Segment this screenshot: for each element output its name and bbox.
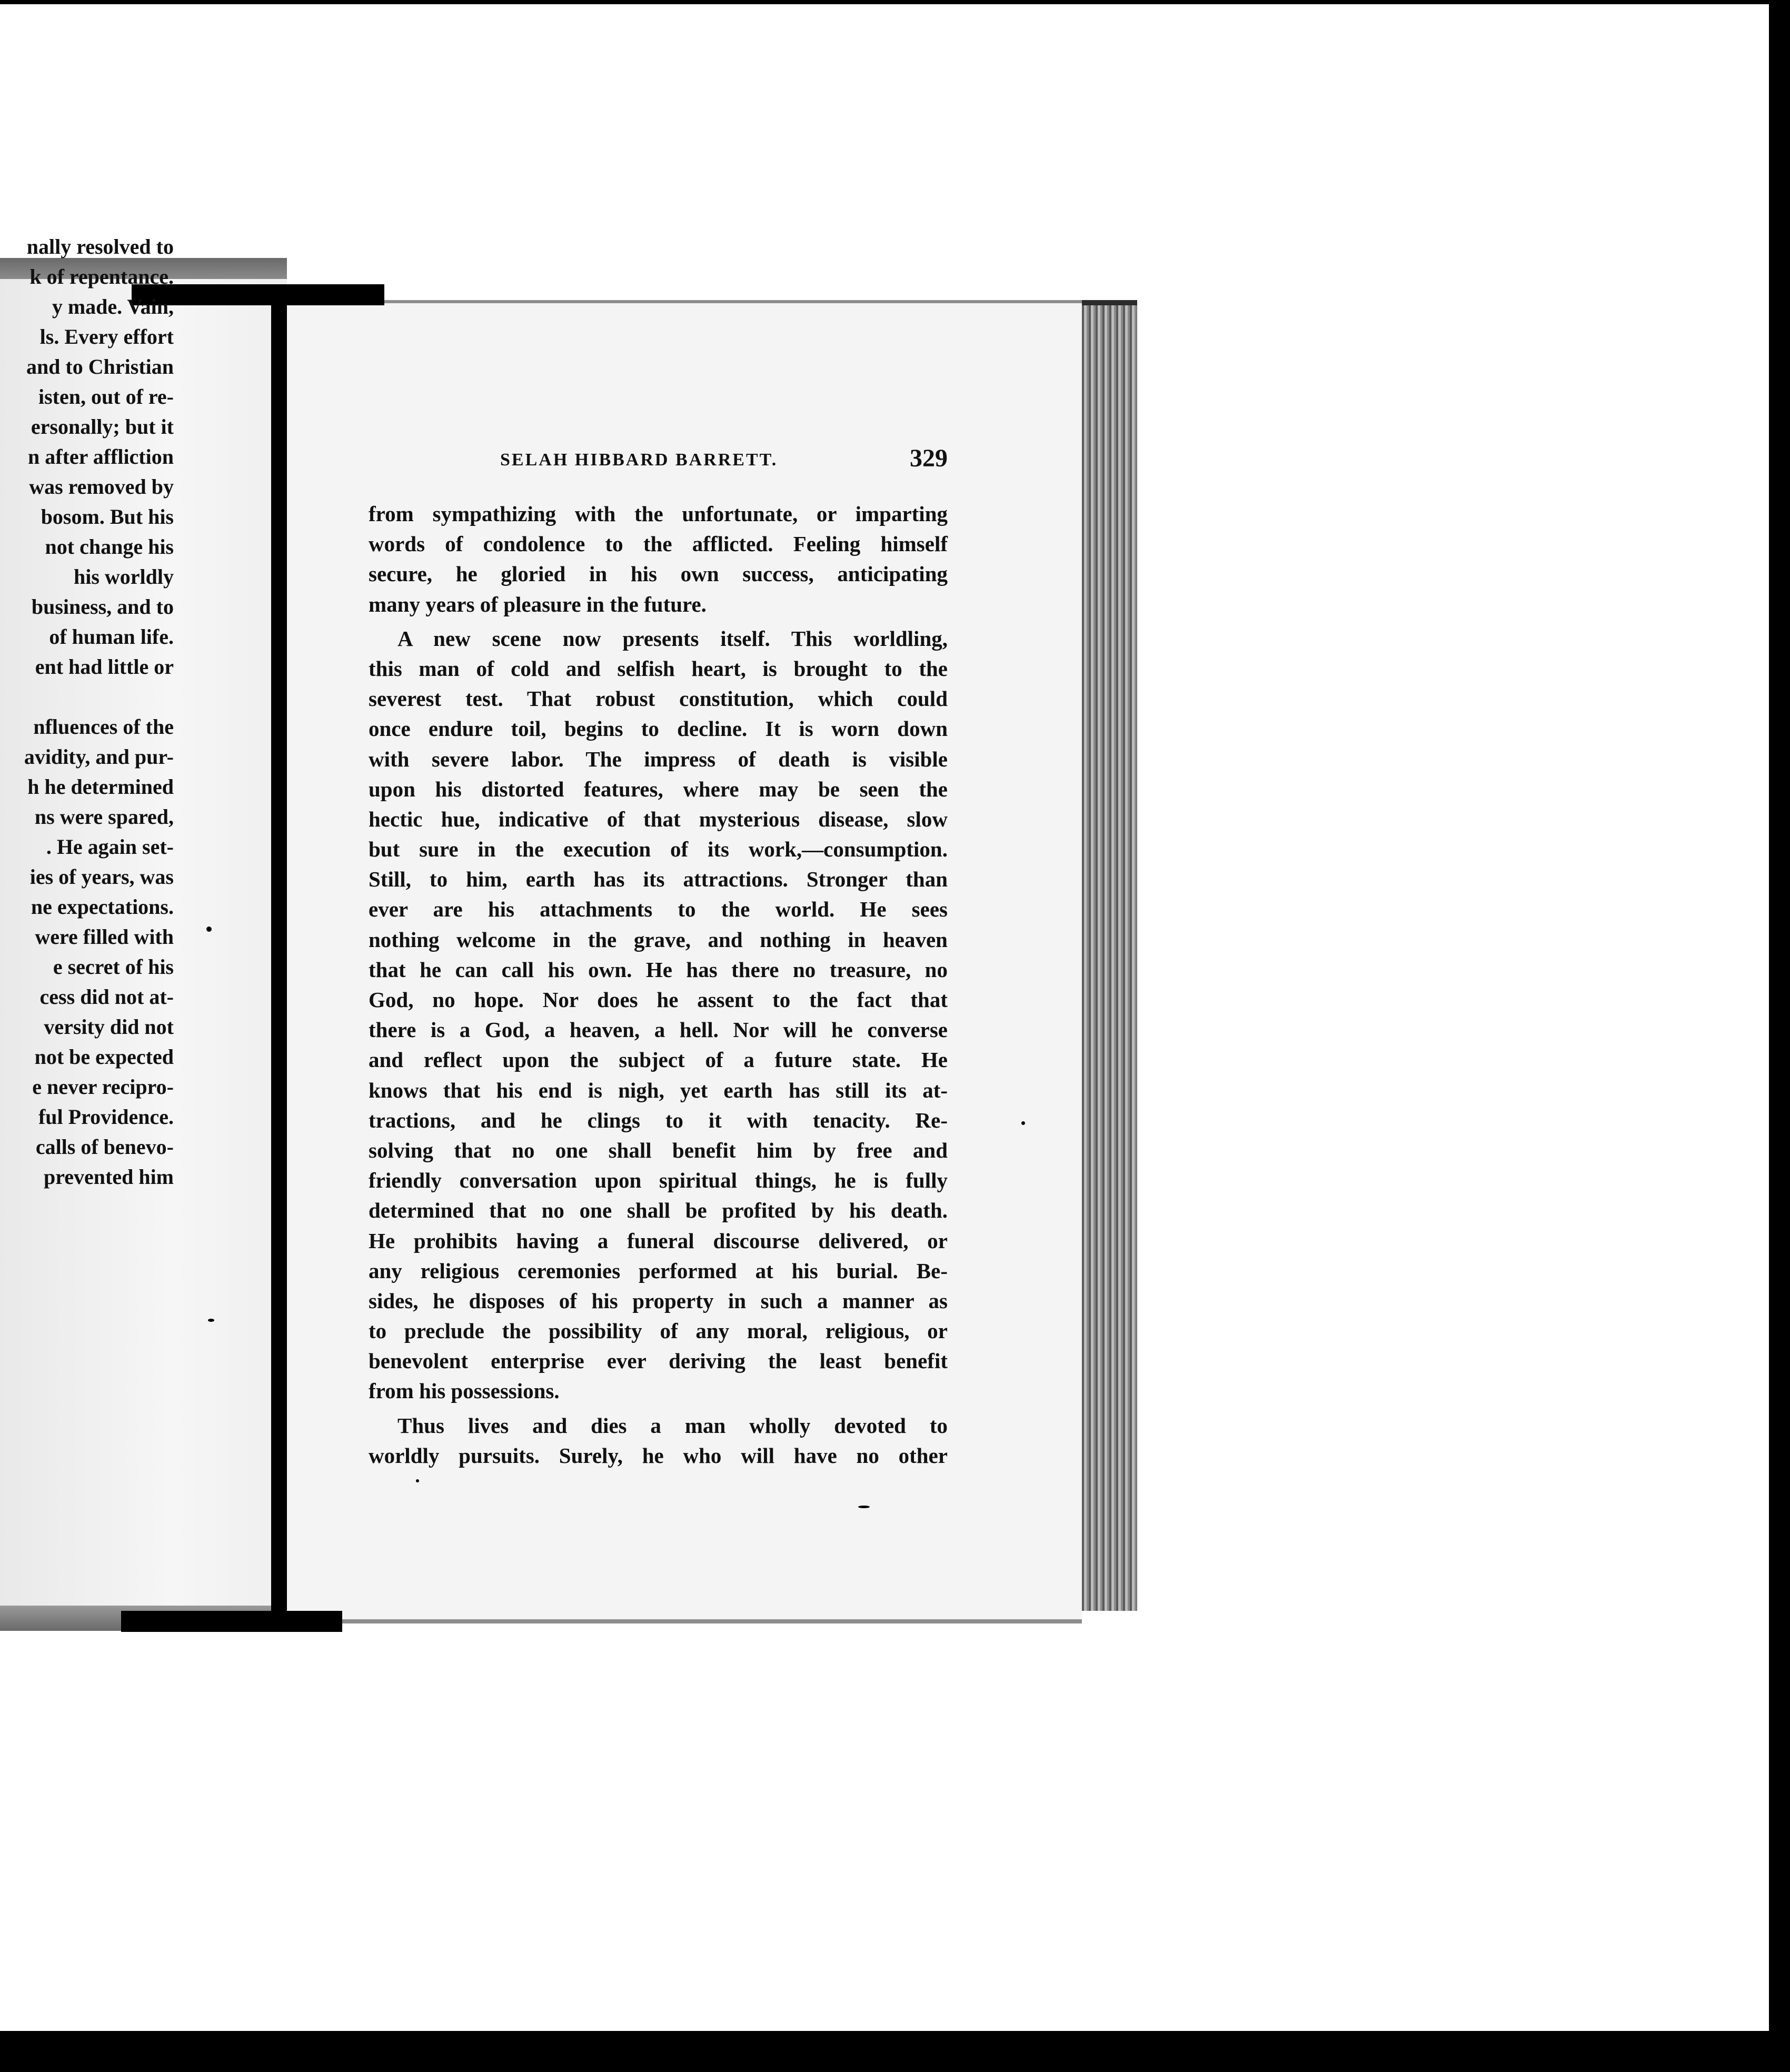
left-page-line: nfluences of the: [33, 715, 174, 739]
body-line: this man of cold and selfish heart, is brought to the: [369, 656, 948, 681]
left-page-line: ne expectations.: [31, 895, 174, 919]
body-line: knows that his end is nigh, yet earth has still its at-: [369, 1078, 948, 1102]
body-line: A new scene now presents itself. This worldling,: [397, 626, 948, 651]
left-page-line: h he determined: [27, 775, 174, 799]
body-line: many years of pleasure in the future.: [369, 592, 707, 616]
body-line: worldly pursuits. Surely, he who will have no other: [369, 1443, 948, 1468]
left-page-text-fragment: [0, 232, 174, 1192]
body-line: hectic hue, indicative of that mysterious disease, slow: [369, 806, 948, 831]
running-head: SELAH HIBBARD BARRETT.: [500, 450, 778, 470]
left-page-line: e secret of his: [53, 955, 174, 979]
body-line: with severe labor. The impress of death is visible: [369, 746, 948, 771]
body-line: from his possessions.: [369, 1379, 560, 1403]
body-line: ever are his attachments to the world. He sees: [369, 897, 948, 922]
body-line: secure, he gloried in his own success, anticipating: [369, 562, 948, 586]
body-line: tractions, and he clings to it with tenacity. Re-: [369, 1108, 948, 1132]
body-line: that he can call his own. He has there no treasure, no: [369, 957, 948, 982]
page-body-text: [369, 499, 948, 1471]
body-line: but sure in the execution of its work,—consumption.: [369, 837, 948, 862]
body-line: Thus lives and dies a man wholly devoted to: [397, 1413, 948, 1438]
scan-border-right: [1769, 0, 1790, 2072]
left-page-line: ns were spared,: [34, 805, 174, 829]
left-page-line: . He again set-: [46, 835, 174, 859]
body-line: upon his distorted features, where may be seen the: [369, 776, 948, 801]
left-page-line: ful Providence.: [38, 1105, 174, 1129]
left-page-line: prevented him: [43, 1165, 174, 1189]
page-number: 329: [910, 444, 948, 472]
scan-border-bottom: [0, 2031, 1790, 2072]
body-line: nothing welcome in the grave, and nothing in heaven: [369, 927, 948, 952]
scan-speck: [206, 927, 212, 932]
paragraph-gap: [369, 1407, 948, 1411]
left-page-line: avidity, and pur-: [24, 745, 174, 769]
left-page-line: and to Christian: [26, 355, 174, 378]
left-page-line: y made. Vain,: [52, 295, 174, 318]
body-line: God, no hope. Nor does he assent to the fact that: [369, 988, 948, 1012]
left-page-line: of human life.: [49, 625, 174, 649]
scan-speck: [858, 1506, 870, 1508]
page-stack-edges: [1082, 305, 1137, 1611]
left-page-line: isten, out of re-: [38, 385, 174, 409]
left-page-line: n after affliction: [28, 445, 174, 469]
body-line: benevolent enterprise ever deriving the least benefit: [369, 1349, 948, 1373]
left-page-line: not be expected: [34, 1045, 174, 1069]
left-page-line: calls of benevo-: [35, 1135, 174, 1159]
body-line: determined that no one shall be profited by his death.: [369, 1198, 948, 1223]
scan-border-top: [0, 0, 1790, 4]
left-page-line: k of repentance.: [29, 265, 174, 288]
left-page-line: bosom. But his: [41, 505, 174, 529]
body-line: there is a God, a heaven, a hell. Nor will he converse: [369, 1018, 948, 1042]
body-line: solving that no one shall benefit him by free and: [369, 1138, 948, 1162]
body-line: and reflect upon the subject of a future state. He: [369, 1048, 948, 1072]
body-line: He prohibits having a funeral discourse delivered, or: [369, 1228, 948, 1253]
body-line: sides, he disposes of his property in such a manner as: [369, 1288, 948, 1313]
left-page-line: was removed by: [29, 475, 174, 499]
body-line: once endure toil, begins to decline. It is worn down: [369, 716, 948, 741]
left-page-line: nally resolved to: [26, 235, 174, 258]
left-page-line: business, and to: [31, 595, 174, 619]
body-line: Still, to him, earth has its attractions. Stronger than: [369, 867, 948, 892]
body-line: friendly conversation upon spiritual things, he is fully: [369, 1168, 948, 1193]
left-page-line: ent had little or: [35, 655, 174, 679]
left-page-line: ls. Every effort: [39, 325, 174, 348]
scan-speck: [416, 1479, 419, 1482]
body-line: any religious ceremonies performed at his burial. Be-: [369, 1258, 948, 1283]
scan-speck: [208, 1319, 214, 1322]
paragraph-gap: [369, 620, 948, 624]
body-line: to preclude the possibility of any moral, religious, or: [369, 1319, 948, 1343]
left-page-line: e never recipro-: [32, 1075, 174, 1099]
left-page-line: were filled with: [35, 925, 174, 949]
left-page-line: versity did not: [44, 1015, 174, 1039]
body-line: severest test. That robust constitution, which could: [369, 686, 948, 711]
left-page-line: cess did not at-: [39, 985, 174, 1009]
book-gutter: [271, 290, 287, 1627]
binding-band-bottom: [121, 1611, 342, 1632]
left-page-line: not change his: [45, 535, 174, 559]
left-page-line: ersonally; but it: [31, 415, 174, 439]
scan-speck: [1021, 1121, 1025, 1125]
left-page-line: ies of years, was: [29, 865, 174, 889]
body-line: words of condolence to the afflicted. Feeling himself: [369, 532, 948, 556]
left-page-line: [0, 682, 174, 712]
body-line: from sympathizing with the unfortunate, or imparting: [369, 502, 948, 526]
left-page-line: his worldly: [73, 565, 174, 589]
